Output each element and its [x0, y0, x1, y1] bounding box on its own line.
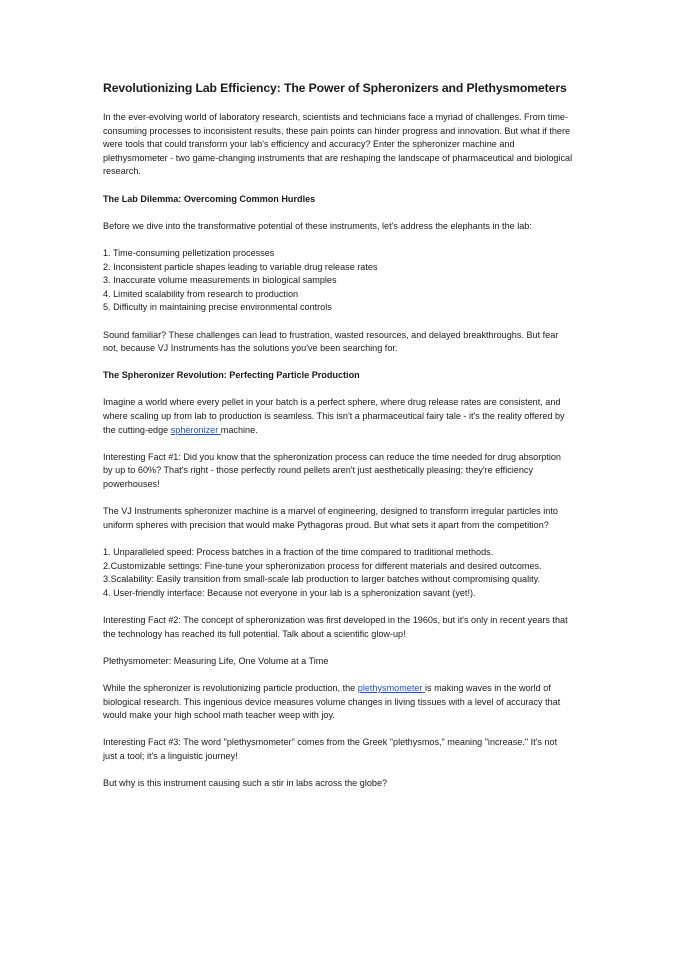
interesting-fact-2: Interesting Fact #2: The concept of spheronization was first developed in the 1960s, but it's only in recent years that the technology has reached its full potential. Talk about a scientific glow-up! — [103, 614, 568, 639]
list-item: 4. User-friendly interface: Because not everyone in your lab is a spheronization savant (yet!). — [103, 587, 476, 598]
plethysmometer-paragraph: While the spheronizer is revolutionizing particle production, the plethysmometer is making waves in the world of biological research. This ingenious device measures volume changes in living tissues with a level of accuracy that would make your high school math teacher weep with joy. — [103, 682, 561, 721]
list-item: 5. Difficulty in maintaining precise environmental controls — [103, 302, 332, 313]
spheronizer-paragraph: Imagine a world where every pellet in your batch is a perfect sphere, where drug release rates are consistent, and where scaling up from lab to production is seamless. This isn't a pharmaceutical fairy tale - it's the reality offered by the cutting-edge spheronizer machine. — [103, 397, 565, 435]
plethysmometer-link[interactable]: plethysmometer — [357, 682, 425, 693]
spheronizer-description: The VJ Instruments spheronizer machine is a marvel of engineering, designed to transform irregular particles into uniform spheres with precision that would make Pythagoras proud. But what sets it apart from the competition? — [103, 506, 558, 530]
lab-dilemma-outro: Sound familiar? These challenges can lead to frustration, wasted resources, and delayed breakthroughs. But fear not, because VJ Instruments has the solutions you've been searching for. — [103, 329, 559, 354]
section-heading-lab-dilemma: The Lab Dilemma: Overcoming Common Hurdles — [103, 193, 316, 204]
document-title: Revolutionizing Lab Efficiency: The Power of Spheronizers and Plethysmometers — [103, 81, 567, 95]
intro-paragraph: In the ever-evolving world of laboratory research, scientists and technicians face a myriad of challenges. From time-consuming processes to inconsistent results, these pain points can hinder progress and innovation. But what if there were tools that could transform your lab's efficiency and accuracy? Enter the spheronizer machine and plethysmometer - two game-changing instruments that are reshaping the landscape of pharmaceutical and biological research. — [103, 112, 573, 177]
closing-question: But why is this instrument causing such a stir in labs across the globe? — [103, 778, 388, 789]
list-item: 4. Limited scalability from research to production — [103, 288, 299, 299]
list-item: 2.Customizable settings: Fine-tune your spheronization process for different materials and desired outcomes. — [103, 560, 542, 571]
lab-dilemma-intro: Before we dive into the transformative potential of these instruments, let's address the elephants in the lab: — [103, 220, 532, 231]
section-heading-plethysmometer: Plethysmometer: Measuring Life, One Volume at a Time — [103, 655, 329, 666]
interesting-fact-1: Interesting Fact #1: Did you know that the spheronization process can reduce the time needed for drug absorption by up to 60%? That's right - those perfectly round pellets aren't just aesthetically pleasing; they're efficiency powerhouses! — [103, 451, 561, 490]
spheronizer-features-list — [103, 546, 573, 600]
list-item: 1. Unparalleled speed: Process batches in a fraction of the time compared to traditional methods. — [103, 547, 494, 557]
lab-dilemma-list — [103, 247, 573, 315]
document-body — [103, 80, 573, 804]
list-item: 1. Time-consuming pelletization processes — [103, 247, 275, 258]
interesting-fact-3: Interesting Fact #3: The word "plethysmometer" comes from the Greek "plethysmos," meaning "increase." It's not just a tool; it's a linguistic journey! — [103, 737, 558, 761]
list-item: 2. Inconsistent particle shapes leading to variable drug release rates — [103, 261, 378, 272]
section-heading-spheronizer: The Spheronizer Revolution: Perfecting Particle Production — [103, 370, 360, 381]
list-item: 3.Scalability: Easily transition from small-scale lab production to larger batches without compromising quality. — [103, 574, 541, 585]
spheronizer-link[interactable]: spheronizer — [170, 424, 221, 435]
list-item: 3. Inaccurate volume measurements in biological samples — [103, 275, 337, 286]
